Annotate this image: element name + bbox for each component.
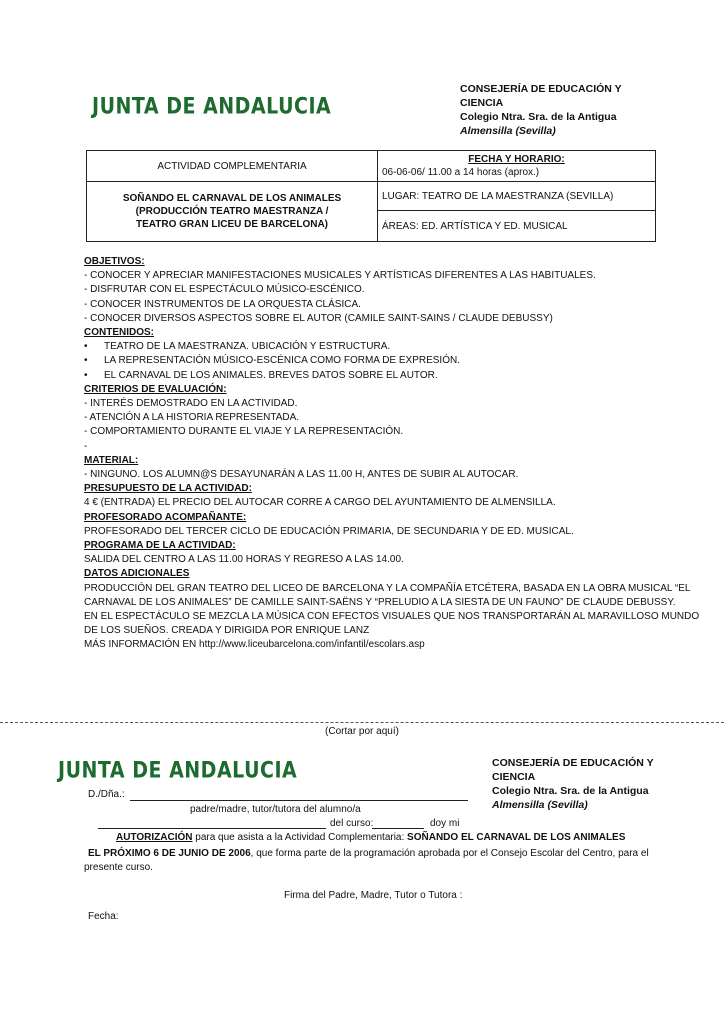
org-line: CONSEJERÍA DE EDUCACIÓN Y (492, 757, 654, 769)
org-line: CIENCIA (460, 97, 504, 109)
section-heading: MATERIAL: (84, 454, 139, 466)
areas-cell: ÁREAS: ED. ARTÍSTICA Y ED. MUSICAL (378, 211, 656, 242)
junta-logo: JUNTA DE ANDALUCIA (58, 758, 298, 784)
activity-name-bold: SOÑANDO EL CARNAVAL DE LOS ANIMALES (407, 832, 626, 843)
objective-item: - DISFRUTAR CON EL ESPECTÁCULO MÚSICO-ESCÉNICO. (84, 284, 365, 296)
objective-item: - CONOCER Y APRECIAR MANIFESTACIONES MUSICALES Y ARTÍSTICAS DIFERENTES A LAS HABITUALES. (84, 270, 596, 282)
criteria-item: - (84, 440, 88, 452)
authorization-line (116, 832, 625, 843)
criteria-item: - COMPORTAMIENTO DURANTE EL VIAJE Y LA REPRESENTACIÓN. (84, 426, 404, 438)
activity-name (87, 182, 378, 242)
student-field[interactable] (98, 828, 326, 829)
org-line: Almensilla (Sevilla) (492, 799, 588, 811)
course-field[interactable] (372, 828, 424, 829)
authorization-label: AUTORIZACIÓN (116, 832, 193, 843)
objective-item: - CONOCER INSTRUMENTOS DE LA ORQUESTA CLÁSICA. (84, 298, 361, 310)
junta-logo: JUNTA DE ANDALUCIA (92, 94, 332, 120)
section-heading: CONTENIDOS: (84, 327, 154, 339)
section-heading: DATOS ADICIONALES (84, 568, 190, 580)
criteria-item: - ATENCIÓN A LA HISTORIA REPRESENTADA. (84, 412, 300, 424)
name-label: D./Dña.: (88, 789, 125, 800)
date-line (88, 848, 649, 859)
content-item: • TEATRO DE LA MAESTRANZA. UBICACIÓN Y ESTRUCTURA. (84, 340, 644, 354)
extra-info-line: DE LOS SUEÑOS. CREADA Y DIRIGIDA POR ENRIQUE LANZ (84, 625, 370, 637)
authorization-text: para que asista a la Actividad Complementaria: (192, 832, 408, 843)
section-heading: CRITERIOS DE EVALUACIÓN: (84, 383, 227, 395)
content-item: • LA REPRESENTACIÓN MÚSICO-ESCÉNICA COMO FORMA DE EXPRESIÓN. (84, 354, 644, 368)
extra-info-link: MÁS INFORMACIÓN EN http://www.liceubarcelona.com/infantil/escolars.asp (84, 639, 425, 651)
place-cell: LUGAR: TEATRO DE LA MAESTRANZA (SEVILLA) (378, 182, 656, 211)
extra-info-line: PRODUCCIÓN DEL GRAN TEATRO DEL LICEO DE BARCELONA Y LA COMPAÑÍA ETCÉTERA, BASADA EN LA OBRA MUSICAL “EL (84, 582, 691, 594)
schedule-cell (378, 151, 656, 182)
section-heading: PROGRAMA DE LA ACTIVIDAD: (84, 540, 236, 552)
activity-date: EL PRÓXIMO 6 DE JUNIO DE 2006 (88, 848, 251, 859)
activity-name-line: (PRODUCCIÓN TEATRO MAESTRANZA / (135, 206, 329, 217)
schedule-label: FECHA Y HORARIO: (468, 154, 565, 165)
staff-text: PROFESORADO DEL TERCER CICLO DE EDUCACIÓN PRIMARIA, DE SECUNDARIA Y DE ED. MUSICAL. (84, 525, 574, 537)
material-text: - NINGUNO. LOS ALUMN@S DESAYUNARÁN A LAS 11.00 H, ANTES DE SUBIR AL AUTOCAR. (84, 469, 519, 481)
section-heading: OBJETIVOS: (84, 256, 145, 267)
content-item: • EL CARNAVAL DE LOS ANIMALES. BREVES DATOS SOBRE EL AUTOR. (84, 369, 644, 383)
signature-label: Firma del Padre, Madre, Tutor o Tutora : (284, 890, 463, 901)
activity-table (86, 150, 656, 242)
criteria-item: - INTERÉS DEMOSTRADO EN LA ACTIVIDAD. (84, 398, 298, 410)
date-label: Fecha: (88, 911, 119, 922)
section-heading: PROFESORADO ACOMPAÑANTE: (84, 511, 247, 523)
cut-label: (Cortar por aquí) (325, 726, 399, 737)
activity-title: ACTIVIDAD COMPLEMENTARIA (87, 151, 378, 182)
activity-name-line: TEATRO GRAN LICEU DE BARCELONA) (135, 219, 329, 230)
name-field[interactable] (130, 800, 468, 801)
course-text: presente curso. (84, 862, 153, 873)
org-line: Colegio Ntra. Sra. de la Antigua (460, 111, 617, 123)
consent-text: doy mi (430, 818, 460, 829)
cut-line (0, 722, 724, 723)
section-heading: PRESUPUESTO DE LA ACTIVIDAD: (84, 483, 252, 495)
schedule-value: 06-06-06/ 11.00 a 14 horas (aprox.) (382, 167, 540, 178)
org-block (460, 82, 622, 138)
date-text: , que forma parte de la programación aprobada por el Consejo Escolar del Centro, para el (250, 848, 649, 859)
org-block (492, 756, 654, 812)
activity-name-line: SOÑANDO EL CARNAVAL DE LOS ANIMALES (122, 193, 342, 204)
objective-item: - CONOCER DIVERSOS ASPECTOS SOBRE EL AUTOR (CAMILE SAINT-SAINS / CLAUDE DEBUSSY) (84, 312, 553, 324)
extra-info-line: EN EL ESPECTÁCULO SE MEZCLA LA MÚSICA CON EFECTOS VISUALES QUE NOS TRANSPORTARÁN AL MARAVILLOSO MUNDO (84, 611, 700, 623)
extra-info-line: CARNAVAL DE LOS ANIMALES” DE CAMILLE SAINT-SAËNS Y “PRELUDIO A LA SIESTA DE UN FAUNO” DE CLAUDE DEBUSSY. (84, 596, 676, 608)
role-caption: padre/madre, tutor/tutora del alumno/a (190, 804, 361, 815)
budget-text: 4 € (ENTRADA) EL PRECIO DEL AUTOCAR CORRE A CARGO DEL AYUNTAMIENTO DE ALMENSILLA. (84, 497, 556, 509)
activity-details (84, 255, 700, 653)
program-text: SALIDA DEL CENTRO A LAS 11.00 HORAS Y REGRESO A LAS 14.00. (84, 554, 404, 566)
org-line: Colegio Ntra. Sra. de la Antigua (492, 785, 649, 797)
org-line: CONSEJERÍA DE EDUCACIÓN Y (460, 83, 622, 95)
org-line: Almensilla (Sevilla) (460, 125, 556, 137)
org-line: CIENCIA (492, 771, 536, 783)
course-label: del curso: (330, 818, 374, 829)
